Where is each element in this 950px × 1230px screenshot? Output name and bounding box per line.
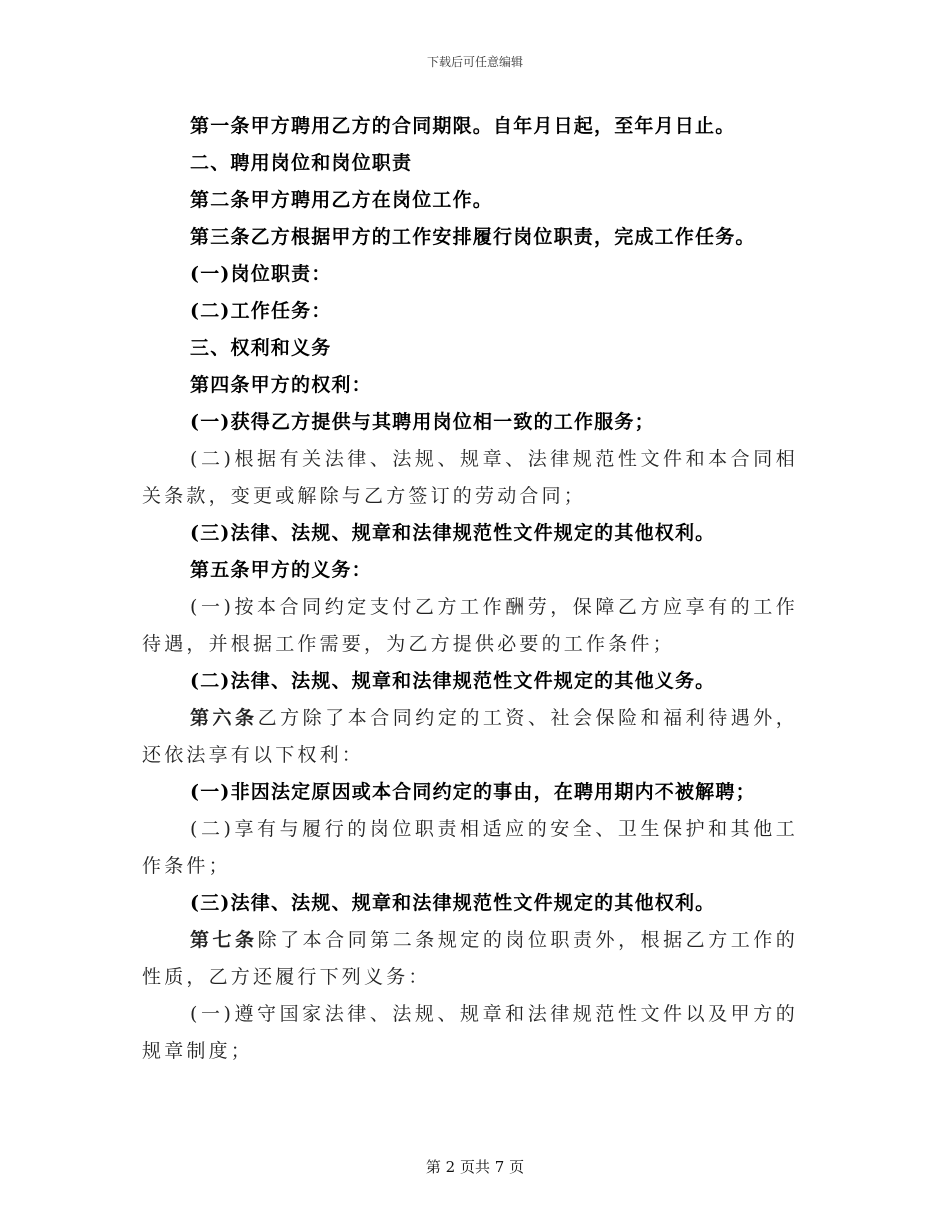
- clause-4-item-2: (二)根据有关法律、法规、规章、法律规范性文件和本合同相关条款，变更或解除与乙方签订的劳动合同；: [142, 448, 798, 507]
- clause-6-lead: 第六条: [190, 707, 258, 729]
- clause-5: 第五条甲方的义务：: [190, 559, 372, 581]
- page-footer: 第 2 页共 7 页: [425, 1158, 525, 1176]
- clause-4: 第四条甲方的权利：: [190, 374, 372, 396]
- clause-6-text: 乙方除了本合同约定的工资、社会保险和福利待遇外，还依法享有以下权利：: [142, 707, 798, 766]
- clause-3-item-1: (一)岗位职责：: [190, 263, 332, 285]
- section-2-heading: 二、聘用岗位和岗位职责: [190, 152, 413, 174]
- page-header: 下载后可任意编辑: [426, 55, 523, 69]
- clause-3-item-2: (二)工作任务：: [190, 300, 332, 322]
- clause-7-text: 除了本合同第二条规定的岗位职责外，根据乙方工作的性质，乙方还履行下列义务：: [142, 929, 798, 988]
- clause-6-item-3: (三)法律、法规、规章和法律规范性文件规定的其他权利。: [190, 892, 716, 914]
- section-3-heading: 三、权利和义务: [190, 337, 332, 359]
- clause-6: [142, 700, 798, 774]
- clause-2: 第二条甲方聘用乙方在岗位工作。: [190, 189, 494, 211]
- clause-6-item-2: (二)享有与履行的岗位职责相适应的安全、卫生保护和其他工作条件；: [142, 818, 798, 877]
- clause-4-item-3: (三)法律、法规、规章和法律规范性文件规定的其他权利。: [190, 522, 716, 544]
- clause-5-item-2: (二)法律、法规、规章和法律规范性文件规定的其他义务。: [190, 670, 716, 692]
- clause-1: 第一条甲方聘用乙方的合同期限。自年月日起，至年月日止。: [190, 115, 736, 137]
- clause-3: 第三条乙方根据甲方的工作安排履行岗位职责，完成工作任务。: [190, 226, 756, 248]
- clause-5-item-1: (一)按本合同约定支付乙方工作酬劳，保障乙方应享有的工作待遇，并根据工作需要，为乙方提供必要的工作条件；: [142, 596, 798, 655]
- clause-6-item-1: (一)非因法定原因或本合同约定的事由，在聘用期内不被解聘；: [190, 781, 756, 803]
- clause-7: [142, 922, 798, 996]
- clause-7-lead: 第七条: [190, 929, 258, 951]
- document-body: [142, 108, 798, 1070]
- clause-7-item-1: (一)遵守国家法律、法规、规章和法律规范性文件以及甲方的规章制度；: [142, 1003, 798, 1062]
- clause-4-item-1: (一)获得乙方提供与其聘用岗位相一致的工作服务；: [190, 411, 655, 433]
